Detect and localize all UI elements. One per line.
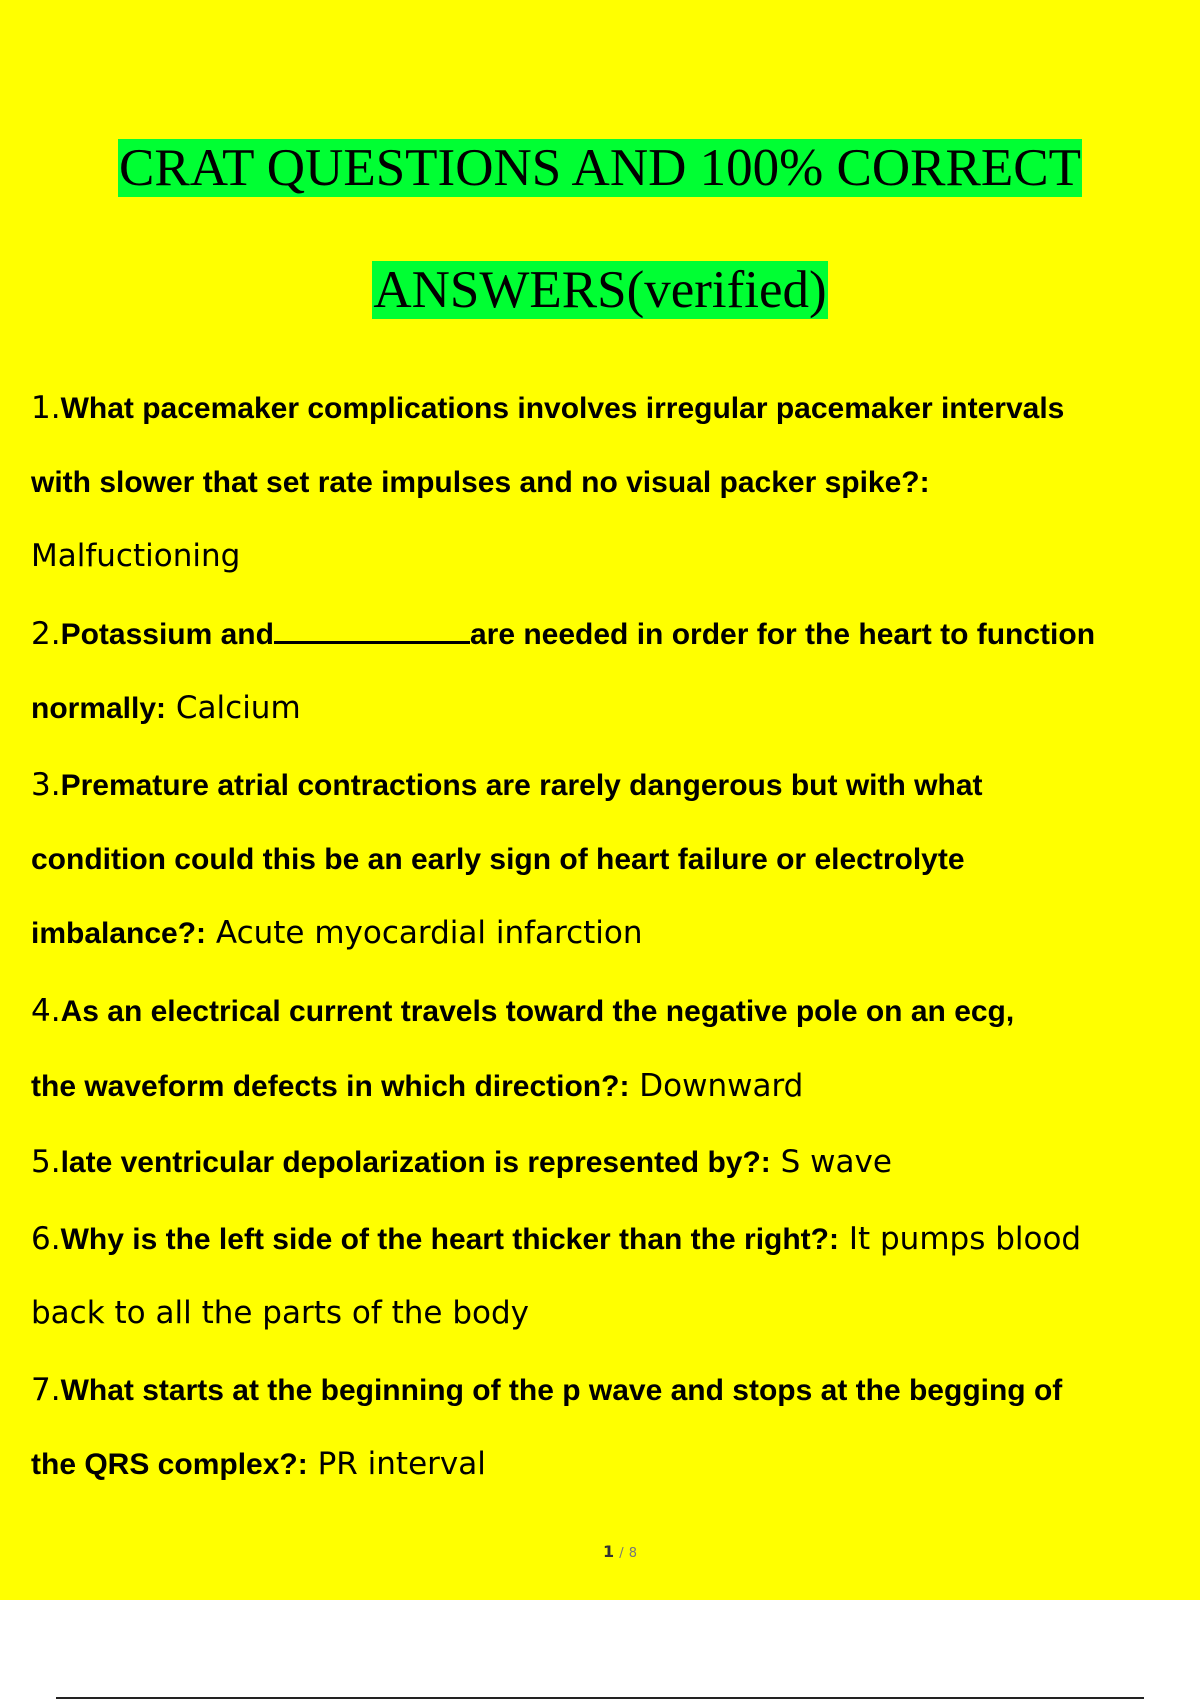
answer-3: Acute myocardial infarction xyxy=(215,915,643,951)
question-4-line-1: 4.As an electrical current travels toward the negative pole on an ecg, xyxy=(31,993,1015,1029)
answer-7: PR interval xyxy=(317,1446,486,1482)
question-3-line-2: condition could this be an early sign of heart failure or electrolyte xyxy=(31,843,965,876)
answer-2: Calcium xyxy=(175,690,301,726)
question-7-line-2: the QRS complex?: PR interval xyxy=(31,1446,486,1482)
page-title-line-1: CRAT QUESTIONS AND 100% CORRECT xyxy=(119,139,1081,197)
fill-in-blank xyxy=(274,615,470,644)
page-indicator: 1 / 8 xyxy=(603,1542,637,1561)
question-4-line-2: the waveform defects in which direction?: Downward xyxy=(31,1068,804,1104)
answer-5: S wave xyxy=(780,1144,892,1180)
answer-1: Malfuctioning xyxy=(31,538,241,574)
question-3-line-1: 3.Premature atrial contractions are rarely dangerous but with what xyxy=(31,767,983,803)
answer-6-line-2: back to all the parts of the body xyxy=(31,1295,530,1331)
question-1-line-2: with slower that set rate impulses and no visual packer spike?: xyxy=(31,466,930,499)
question-7-line-1: 7.What starts at the beginning of the p wave and stops at the begging of xyxy=(31,1372,1063,1408)
question-2-line-2: normally: Calcium xyxy=(31,690,301,726)
question-1-line-1: 1.What pacemaker complications involves irregular pacemaker intervals xyxy=(31,390,1065,426)
question-6-line-1: 6.Why is the left side of the heart thicker than the right?: It pumps blood xyxy=(31,1221,1082,1257)
answer-6: It pumps blood xyxy=(848,1221,1082,1257)
question-5-line-1: 5.late ventricular depolarization is represented by?: S wave xyxy=(31,1144,892,1180)
question-2-line-1: 2.Potassium and are needed in order for the heart to function xyxy=(31,616,1096,652)
question-3-line-3: imbalance?: Acute myocardial infarction xyxy=(31,915,643,951)
page-title-line-2: ANSWERS(verified) xyxy=(373,261,827,319)
next-page-divider xyxy=(56,1697,1144,1699)
answer-4: Downward xyxy=(639,1068,804,1104)
